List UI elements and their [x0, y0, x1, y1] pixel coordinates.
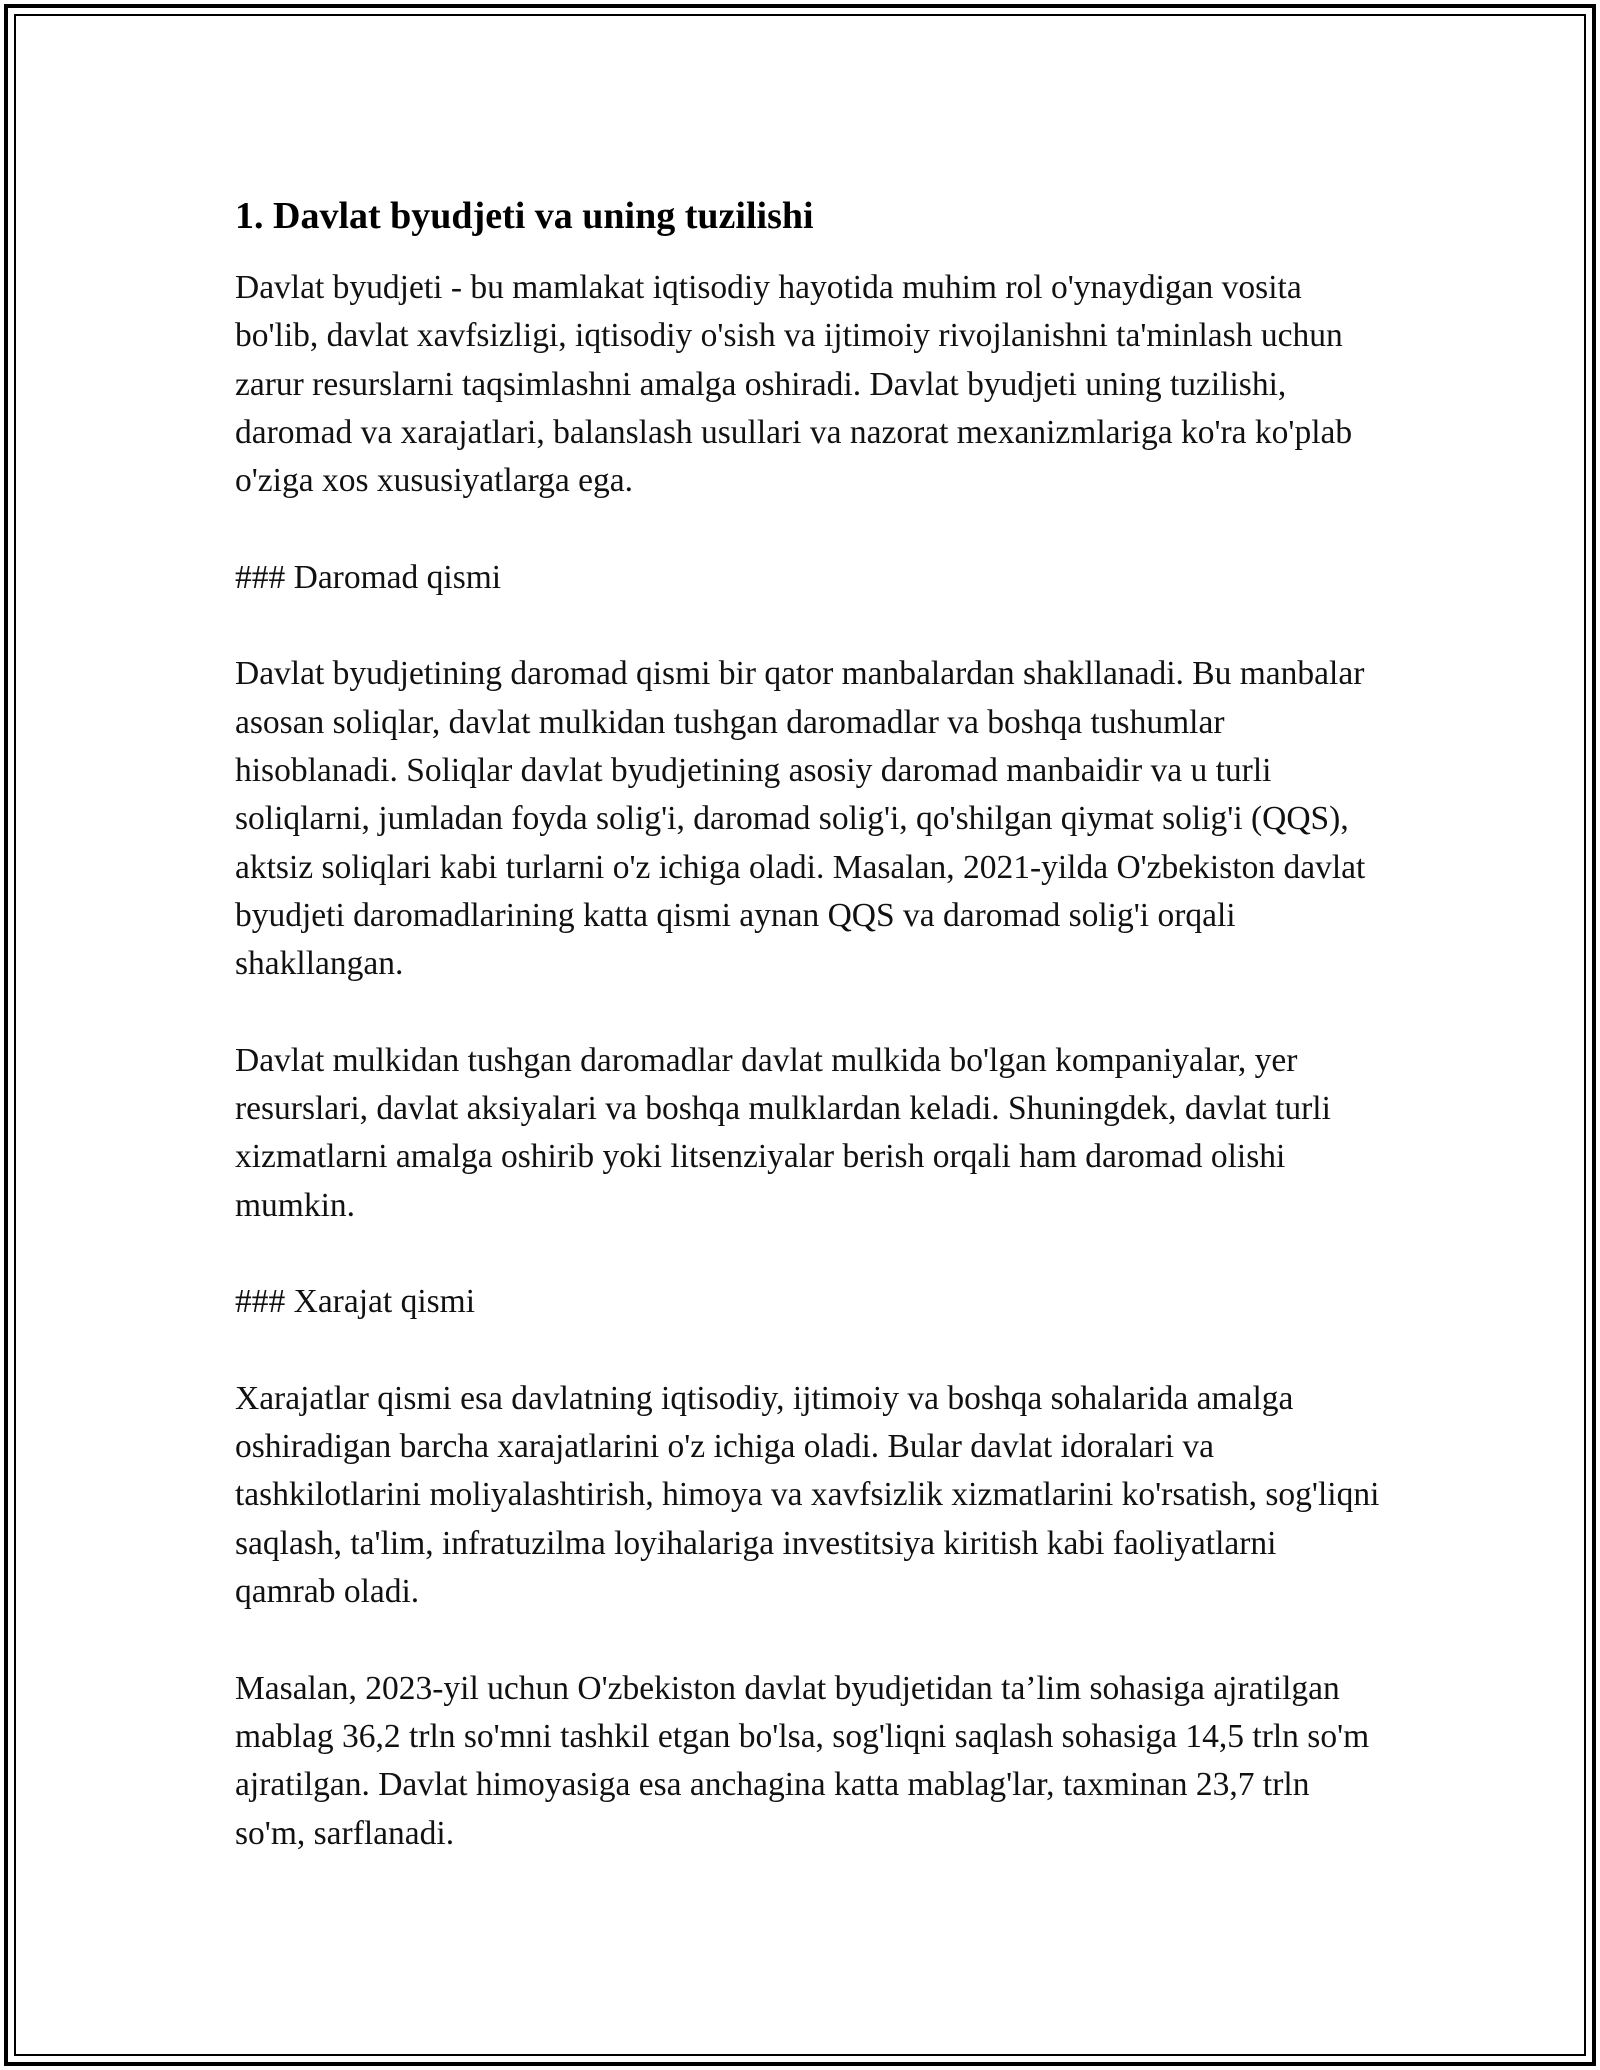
income-paragraph-1: Davlat byudjetining daromad qismi bir qator manbalardan shakllanadi. Bu manbalar asosan soliqlar, davlat mulkidan tushgan daromadlar va boshqa tushumlar hisoblanadi. Soliqlar davlat byudjetining asosiy daromad manbaidir va u turli soliqlarni, jumladan foyda solig'i, daromad solig'i, qo'shilgan qiymat solig'i (QQS), aktsiz soliqlari kabi turlarni o'z ichiga oladi. Masalan, 2021-yilda O'zbekiston davlat byudjeti daromadlarining katta qismi aynan QQS va daromad solig'i orqali shakllangan.	[235, 655, 1366, 983]
document-title: 1. Davlat byudjeti va uning tuzilishi	[235, 195, 814, 237]
expense-paragraph-2: Masalan, 2023-yil uchun O'zbekiston davlat byudjetidan ta’lim sohasiga ajratilgan mablag 36,2 trln so'mni tashkil etgan bo'lsa, sog'liqni saqlash sohasiga 14,5 trln so'm ajratilgan. Davlat himoyasiga esa anchagina katta mablag'lar, taxminan 23,7 trln so'm, sarflanadi.	[235, 1669, 1370, 1852]
expense-paragraph-1: Xarajatlar qismi esa davlatning iqtisodiy, ijtimoiy va boshqa sohalarida amalga oshiradigan barcha xarajatlarini o'z ichiga oladi. Bular davlat idoralari va tashkilotlarini moliyalashtirish, himoya va xavfsizlik xizmatlarini ko'rsatish, sog'liqni saqlash, ta'lim, infratuzilma loyihalariga investitsiya kiritish kabi faoliyatlarni qamrab oladi.	[235, 1379, 1380, 1611]
income-section-heading: ### Daromad qismi	[235, 558, 502, 596]
document-body	[235, 180, 1385, 1858]
intro-paragraph: Davlat byudjeti - bu mamlakat iqtisodiy hayotida muhim rol o'ynaydigan vosita bo'lib, davlat xavfsizligi, iqtisodiy o'sish va ijtimoiy rivojlanishni ta'minlash uchun zarur resurslarni taqsimlashni amalga oshiradi. Davlat byudjeti uning tuzilishi, daromad va xarajatlari, balanslash usullari va nazorat mexanizmlariga ko'ra ko'plab o'ziga xos xususiyatlarga ega.	[235, 269, 1353, 500]
expense-section-heading: ### Xarajat qismi	[235, 1283, 476, 1321]
income-paragraph-2: Davlat mulkidan tushgan daromadlar davlat mulkida bo'lgan kompaniyalar, yer resurslari, davlat aksiyalari va boshqa mulklardan keladi. Shuningdek, davlat turli xizmatlarni amalga oshirib yoki litsenziyalar berish orqali ham daromad olishi mumkin.	[235, 1041, 1331, 1224]
